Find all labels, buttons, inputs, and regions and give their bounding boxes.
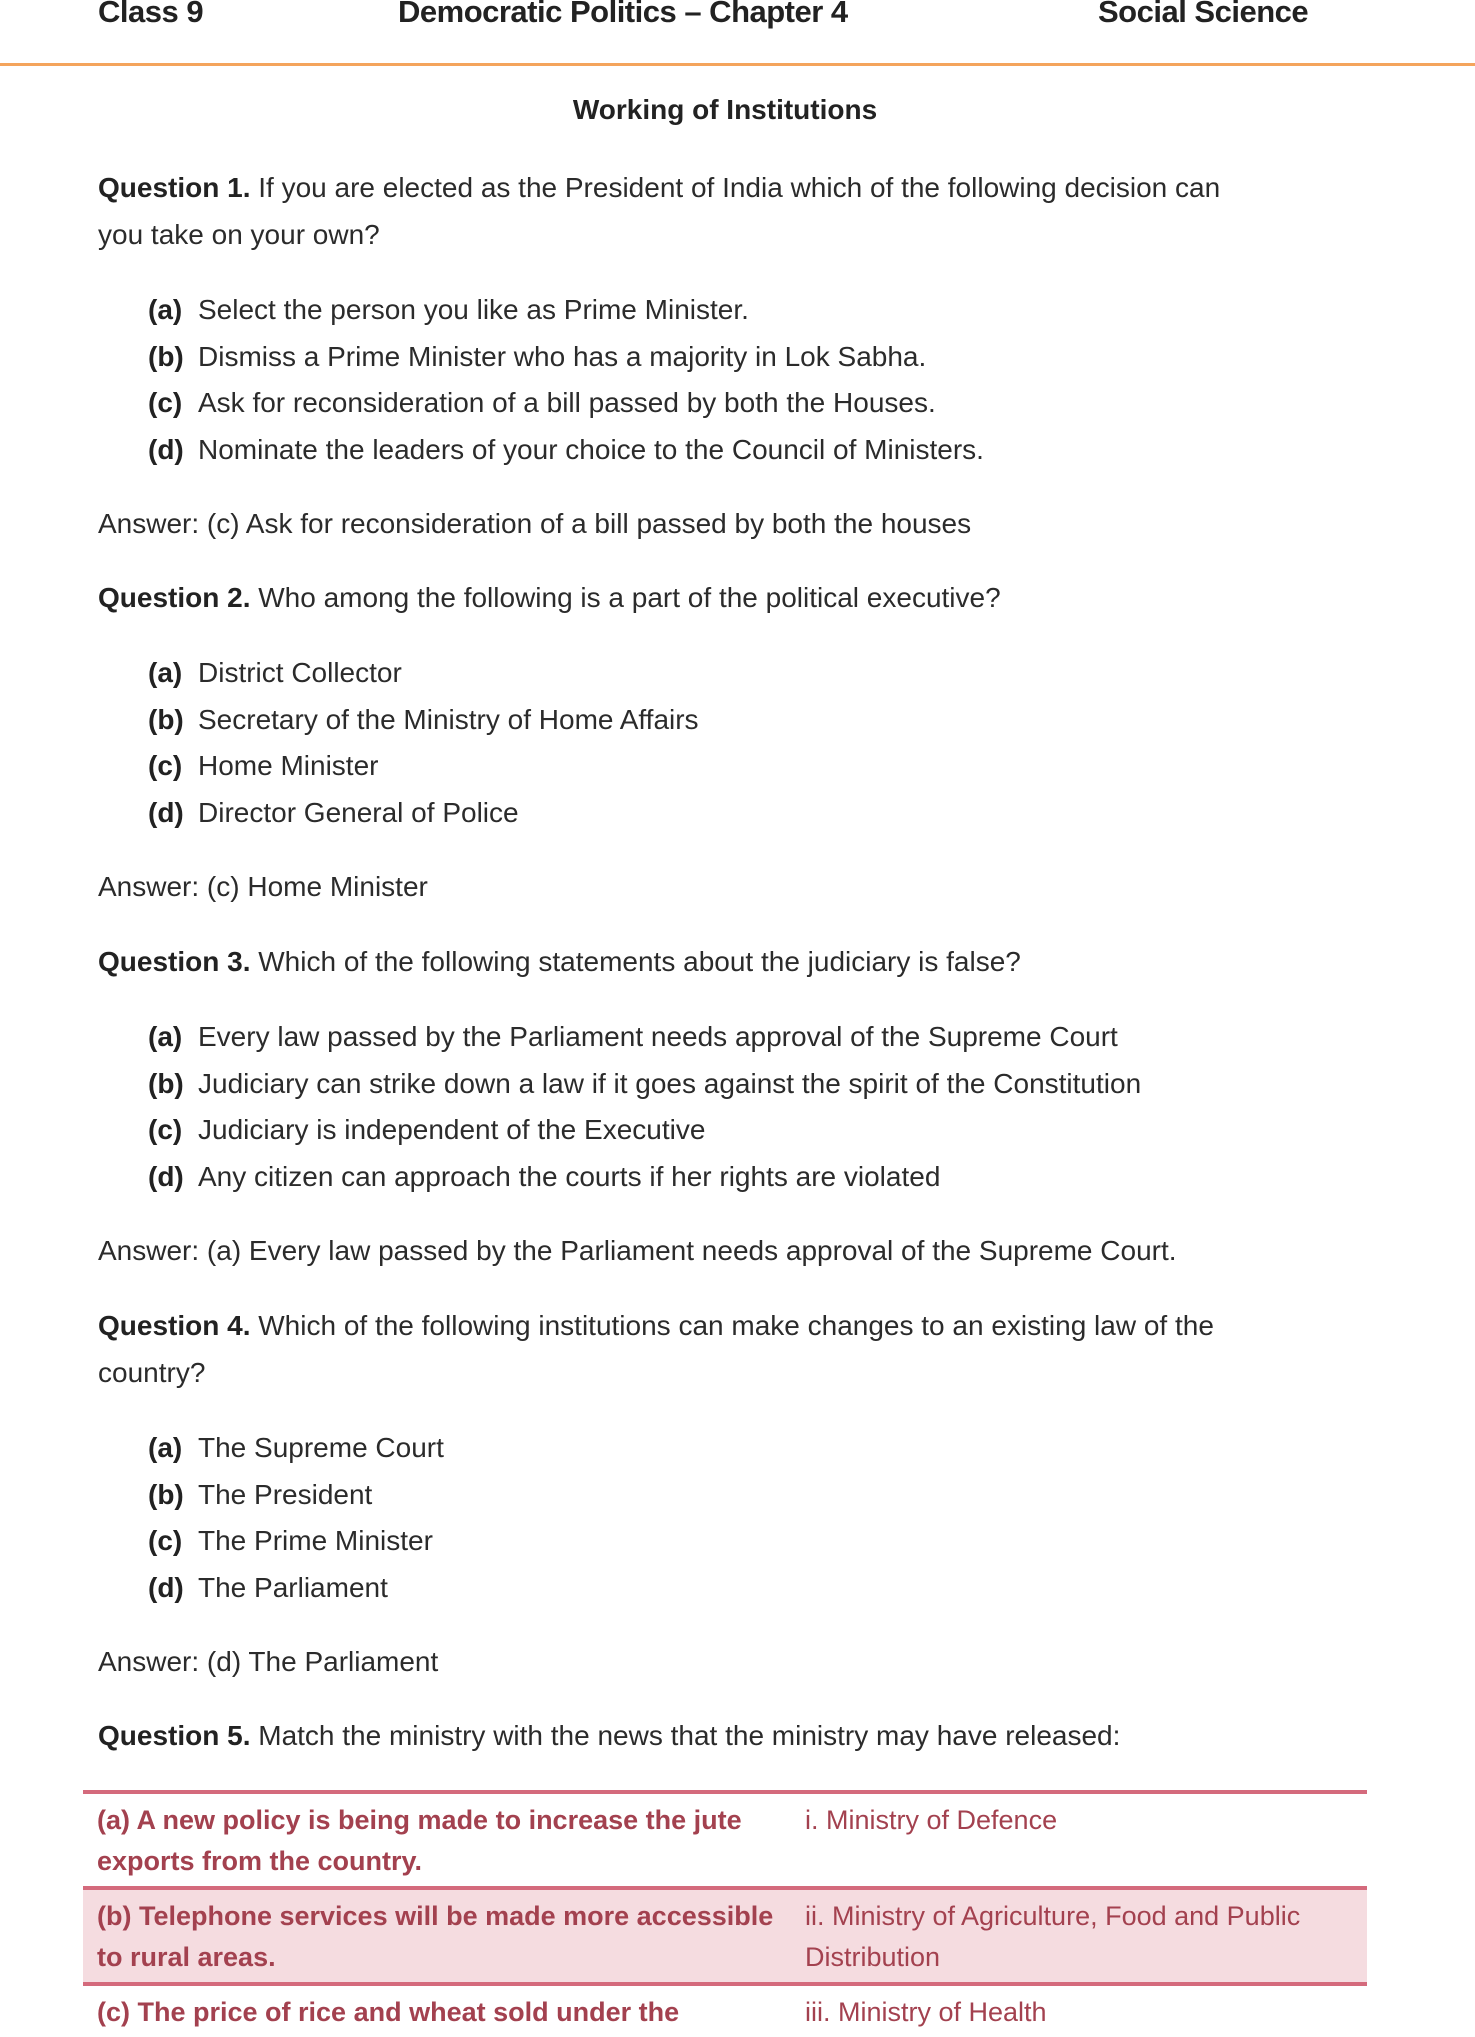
question-line: Who among the following is a part of the political executive? [258,582,1001,613]
option-item [148,796,519,830]
option-letter: (c) [148,387,183,419]
option-text: Home Minister [198,750,379,782]
option-text: Ask for reconsideration of a bill passed by both the Houses. [198,387,936,419]
option-item [148,1431,444,1465]
option-item [148,1113,705,1147]
option-item [148,386,936,420]
option-text: District Collector [198,657,402,688]
option-item [148,656,402,690]
question-text [98,1309,1214,1343]
answer-text: Answer: (a) Every law passed by the Parliament needs approval of the Supreme Court. [98,1234,1177,1266]
answer-text: Answer: (c) Ask for reconsideration of a bill passed by both the houses [98,507,972,539]
question-text [98,1356,205,1390]
option-letter: (a) [148,657,183,688]
news-cell: (b) Telephone services will be made more accessible to rural areas. [97,1901,774,1972]
option-text: Judiciary can strike down a law if it goes against the spirit of the Constitution [198,1067,1142,1099]
option-text: Any citizen can approach the courts if her rights are violated [198,1161,941,1193]
option-letter: (d) [148,1161,184,1193]
news-cell: (c) The price of rice and wheat sold under the [97,1997,680,2027]
header-class: Class 9 [98,0,204,29]
option-text: Secretary of the Ministry of Home Affairs [198,703,699,735]
table-row [83,1792,1367,1888]
option-item [148,749,378,783]
option-item [148,703,699,737]
option-letter: (b) [148,1478,184,1510]
option-text: Director General of Police [198,797,519,829]
question-line: Which of the following institutions can make changes to an existing law of the [258,1310,1214,1341]
question-text [98,581,1001,615]
option-text: Every law passed by the Parliament needs approval of the Supreme Court [198,1021,1118,1052]
question-label: Question 3. [98,946,251,977]
option-letter: (c) [148,750,183,782]
page-title: Working of Institutions [572,94,878,125]
option-item [148,293,749,327]
option-text: Select the person you like as Prime Minister. [198,294,749,325]
option-letter: (d) [148,434,184,466]
table-row [83,1888,1367,1984]
question-text [98,218,380,252]
option-text: The Supreme Court [198,1432,444,1463]
question-label: Question 5. [98,1720,251,1751]
answer-text: Answer: (c) Home Minister [98,870,428,902]
header-rule [0,63,1475,66]
question-label: Question 4. [98,1310,251,1341]
option-letter: (c) [148,1114,183,1146]
header-subject: Social Science [1098,0,1309,29]
ministry-cell: ii. Ministry of Agriculture, Food and Public Distribution [805,1901,1301,1972]
answer-text: Answer: (d) The Parliament [98,1645,439,1677]
question-line: Which of the following statements about the judiciary is false? [258,946,1021,977]
option-text: The President [198,1478,373,1510]
option-text: The Parliament [198,1572,388,1604]
option-letter: (b) [148,340,184,372]
match-table [83,1790,1367,2037]
ministry-cell: i. Ministry of Defence [805,1805,1058,1835]
question-line: If you are elected as the President of India which of the following decision can [258,172,1221,203]
question-line: Match the ministry with the news that the ministry may have released: [258,1720,1121,1751]
option-text: The Prime Minister [198,1525,433,1557]
option-letter: (b) [148,703,184,735]
question-line: you take on your own? [98,219,380,250]
question-text [98,171,1220,205]
option-letter: (a) [148,1432,183,1463]
option-item [148,340,926,374]
option-item [148,1160,940,1194]
option-text: Nominate the leaders of your choice to the Council of Ministers. [198,434,984,466]
option-item [148,1020,1118,1054]
option-item [148,1067,1141,1101]
option-letter: (c) [148,1525,183,1557]
option-letter: (a) [148,294,183,325]
option-text: Judiciary is independent of the Executive [198,1114,706,1146]
option-item [148,433,984,467]
question-text [98,1719,1120,1753]
question-label: Question 2. [98,582,251,613]
question-text [98,945,1021,979]
question-line: country? [98,1357,206,1388]
option-letter: (b) [148,1067,184,1099]
news-cell: (a) A new policy is being made to increase the jute exports from the country. [97,1805,742,1876]
option-text: Dismiss a Prime Minister who has a majority in Lok Sabha. [198,340,927,372]
ministry-cell: iii. Ministry of Health [805,1997,1047,2027]
option-letter: (d) [148,797,184,829]
option-item [148,1478,372,1512]
option-letter: (a) [148,1021,183,1052]
header-chapter: Democratic Politics – Chapter 4 [398,0,848,29]
option-item [148,1524,433,1558]
option-item [148,1571,388,1605]
question-label: Question 1. [98,172,251,203]
option-letter: (d) [148,1572,184,1604]
table-row [83,1984,1367,2037]
